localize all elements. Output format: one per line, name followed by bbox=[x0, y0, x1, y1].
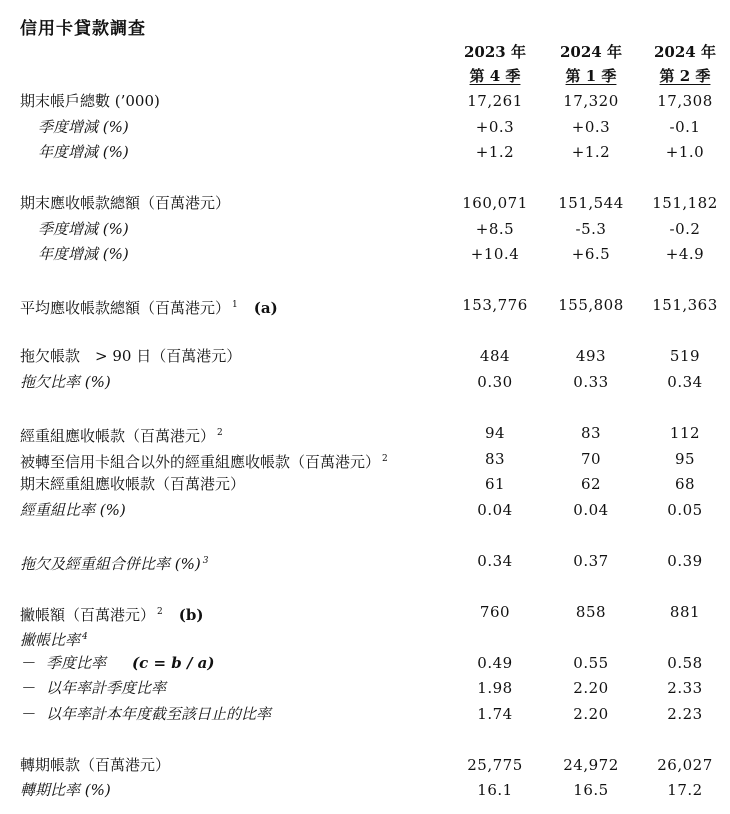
value-2023-q4: 16.1 bbox=[477, 781, 513, 799]
dash-marker: － bbox=[20, 705, 36, 723]
value-2023-q4: 83 bbox=[484, 450, 506, 468]
table-row-rollover-ratio bbox=[0, 778, 730, 802]
column-quarter: 第 4 季 bbox=[469, 67, 521, 85]
row-label bbox=[20, 600, 203, 627]
value-2023-q4: 0.30 bbox=[477, 373, 513, 391]
column-quarter: 第 2 季 bbox=[659, 67, 711, 85]
row-label bbox=[20, 676, 166, 700]
value-2024-q1: 151,544 bbox=[558, 194, 624, 212]
value-2023-q4: +8.5 bbox=[475, 220, 515, 238]
table-row-average-receivables bbox=[0, 293, 730, 317]
row-ref: (a) bbox=[253, 299, 278, 317]
row-label-text: 撇帳額（百萬港元） bbox=[20, 606, 156, 624]
value-2024-q1: +6.5 bbox=[571, 245, 611, 263]
value-2024-q1: 62 bbox=[580, 475, 602, 493]
value-2024-q1: 83 bbox=[580, 424, 602, 442]
value-2024-q1: 24,972 bbox=[563, 756, 619, 774]
table-row-delinquency-ratio bbox=[0, 370, 730, 394]
table-row-receivables bbox=[0, 191, 730, 215]
row-label: 期末帳戶總數 (’000) bbox=[20, 92, 160, 110]
value-2024-q1: 0.33 bbox=[573, 373, 609, 391]
value-2023-q4: 1.98 bbox=[477, 679, 513, 697]
dash-marker: － bbox=[20, 679, 36, 697]
value-2024-q2: 112 bbox=[669, 424, 701, 442]
value-2024-q2: 2.33 bbox=[667, 679, 703, 697]
column-quarter: 第 1 季 bbox=[565, 67, 617, 85]
table-row-rescheduled-transferred bbox=[0, 447, 730, 471]
row-label-text: 以年率計本年度截至該日止的比率 bbox=[46, 705, 272, 723]
row-label: 轉期比率 (%) bbox=[20, 781, 111, 799]
column-year: 2023 年 bbox=[464, 43, 526, 61]
table-row-charge-off-ratio-heading bbox=[0, 625, 730, 649]
value-2024-q2: 0.39 bbox=[667, 552, 703, 570]
row-label-text: 拖欠及經重組合併比率 (%) bbox=[20, 555, 201, 573]
row-label: 季度增減 (%) bbox=[38, 220, 129, 238]
value-2024-q2: 2.23 bbox=[667, 705, 703, 723]
value-2024-q1: -5.3 bbox=[575, 220, 607, 238]
row-label-text: 撇帳比率 bbox=[20, 631, 81, 649]
value-2023-q4: 25,775 bbox=[467, 756, 523, 774]
value-2024-q2: 0.05 bbox=[667, 501, 703, 519]
table-row-charge-off-annualized bbox=[0, 676, 730, 700]
value-2024-q1: 2.20 bbox=[573, 705, 609, 723]
value-2024-q1: 858 bbox=[575, 603, 607, 621]
table-row-combined-ratio bbox=[0, 549, 730, 573]
row-label: 經重組比率 (%) bbox=[20, 501, 126, 519]
row-label bbox=[20, 447, 388, 474]
value-2023-q4: +10.4 bbox=[470, 245, 520, 263]
footnote-marker: 3 bbox=[202, 556, 209, 566]
value-2024-q2: 151,363 bbox=[652, 296, 718, 314]
table-row-accounts-yoy bbox=[0, 140, 730, 164]
value-2024-q1: +1.2 bbox=[571, 143, 611, 161]
value-2024-q2: 95 bbox=[674, 450, 696, 468]
table-row-rescheduled bbox=[0, 421, 730, 445]
value-2024-q1: 0.37 bbox=[573, 552, 609, 570]
value-2024-q2: -0.2 bbox=[669, 220, 701, 238]
table-row-rescheduled-end bbox=[0, 472, 730, 496]
value-2024-q2: 68 bbox=[674, 475, 696, 493]
row-label bbox=[20, 625, 88, 652]
value-2024-q2: 17,308 bbox=[657, 92, 713, 110]
table-row-receivables-qoq bbox=[0, 217, 730, 241]
value-2023-q4: 0.04 bbox=[477, 501, 513, 519]
value-2024-q2: +4.9 bbox=[665, 245, 705, 263]
row-label bbox=[20, 549, 208, 576]
footnote-marker: 2 bbox=[217, 428, 223, 438]
row-label bbox=[20, 421, 223, 448]
table-row-receivables-yoy bbox=[0, 242, 730, 266]
row-label: 年度增減 (%) bbox=[38, 143, 129, 161]
value-2024-q1: 17,320 bbox=[563, 92, 619, 110]
value-2024-q1: 0.55 bbox=[573, 654, 609, 672]
row-label-text: 被轉至信用卡組合以外的經重組應收帳款（百萬港元） bbox=[20, 453, 381, 471]
value-2024-q2: 17.2 bbox=[667, 781, 703, 799]
row-label bbox=[20, 702, 271, 726]
value-2024-q1: 493 bbox=[575, 347, 607, 365]
row-label: 期末應收帳款總額（百萬港元） bbox=[20, 194, 231, 212]
value-2024-q1: 2.20 bbox=[573, 679, 609, 697]
footnote-marker: 2 bbox=[382, 454, 388, 464]
row-label: 期末經重組應收帳款（百萬港元） bbox=[20, 475, 246, 493]
column-header-2023-q4 bbox=[455, 40, 535, 88]
value-2024-q2: -0.1 bbox=[669, 118, 701, 136]
value-2023-q4: 61 bbox=[484, 475, 506, 493]
row-label-text: 經重組應收帳款（百萬港元） bbox=[20, 427, 216, 445]
row-ref: (b) bbox=[178, 606, 204, 624]
value-2023-q4: 0.34 bbox=[477, 552, 513, 570]
value-2024-q2: 151,182 bbox=[652, 194, 718, 212]
row-label-text: 平均應收帳款總額（百萬港元） bbox=[20, 299, 231, 317]
value-2024-q2: +1.0 bbox=[665, 143, 705, 161]
value-2023-q4: +0.3 bbox=[475, 118, 515, 136]
value-2024-q2: 26,027 bbox=[657, 756, 713, 774]
column-header-2024-q1 bbox=[551, 40, 631, 88]
value-2023-q4: 0.49 bbox=[477, 654, 513, 672]
value-2024-q2: 881 bbox=[669, 603, 701, 621]
table-row-charge-off-quarterly bbox=[0, 651, 730, 675]
value-2023-q4: 484 bbox=[479, 347, 511, 365]
row-ref: (c = b / a) bbox=[132, 654, 215, 672]
value-2024-q1: +0.3 bbox=[571, 118, 611, 136]
value-2024-q1: 16.5 bbox=[573, 781, 609, 799]
dash-marker: － bbox=[20, 654, 36, 672]
value-2024-q2: 0.34 bbox=[667, 373, 703, 391]
column-header-2024-q2 bbox=[645, 40, 725, 88]
row-label: 年度增減 (%) bbox=[38, 245, 129, 263]
row-label-text: 季度比率 bbox=[46, 654, 107, 672]
value-2024-q2: 519 bbox=[669, 347, 701, 365]
value-2024-q1: 155,808 bbox=[558, 296, 624, 314]
table-row-charge-off bbox=[0, 600, 730, 624]
column-year: 2024 年 bbox=[654, 43, 716, 61]
value-2023-q4: 760 bbox=[479, 603, 511, 621]
row-label: 季度增減 (%) bbox=[38, 118, 129, 136]
value-2024-q1: 0.04 bbox=[573, 501, 609, 519]
page-title: 信用卡貸款調查 bbox=[20, 19, 146, 39]
row-label bbox=[20, 293, 278, 320]
table-row-rescheduled-ratio bbox=[0, 498, 730, 522]
value-2023-q4: 94 bbox=[484, 424, 506, 442]
row-label bbox=[20, 651, 215, 675]
table-row-delinquent bbox=[0, 344, 730, 368]
footnote-marker: 1 bbox=[232, 300, 238, 310]
value-2024-q1: 70 bbox=[580, 450, 602, 468]
value-2023-q4: +1.2 bbox=[475, 143, 515, 161]
footnote-marker: 4 bbox=[82, 632, 88, 642]
row-label: 轉期帳款（百萬港元） bbox=[20, 756, 171, 774]
table-row-accounts-qoq bbox=[0, 115, 730, 139]
column-year: 2024 年 bbox=[560, 43, 622, 61]
row-label: 拖欠比率 (%) bbox=[20, 373, 111, 391]
value-2023-q4: 160,071 bbox=[462, 194, 528, 212]
footnote-marker: 2 bbox=[157, 607, 163, 617]
table-row-accounts bbox=[0, 89, 730, 113]
value-2023-q4: 1.74 bbox=[477, 705, 513, 723]
value-2023-q4: 153,776 bbox=[462, 296, 528, 314]
table-row-rollover bbox=[0, 753, 730, 777]
row-label: 拖欠帳款 > 90 日（百萬港元） bbox=[20, 347, 242, 365]
value-2024-q2: 0.58 bbox=[667, 654, 703, 672]
row-label-text: 以年率計季度比率 bbox=[46, 679, 167, 697]
table-row-charge-off-ytd bbox=[0, 702, 730, 726]
value-2023-q4: 17,261 bbox=[467, 92, 523, 110]
